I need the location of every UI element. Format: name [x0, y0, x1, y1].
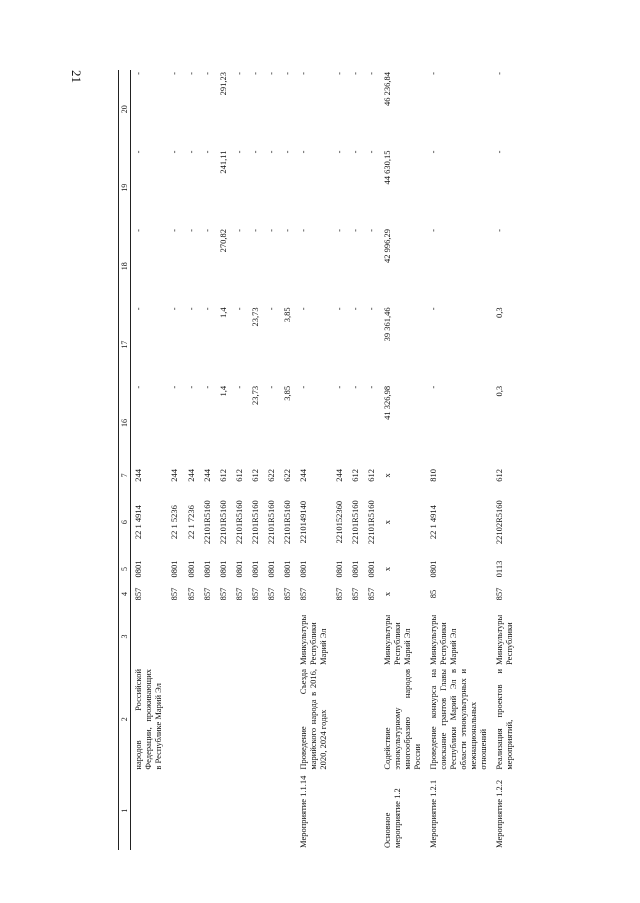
cell-expense-type: 612 — [493, 468, 504, 482]
cell-value-col16: - — [297, 385, 308, 389]
cell-target-article: 22 1 4914 — [427, 505, 438, 540]
cell-section: 0801 — [249, 560, 260, 578]
cell-grbs: 857 — [333, 587, 344, 601]
cell-executor — [280, 606, 296, 667]
cell-value-col17: - — [201, 307, 212, 311]
cell-grbs: 857 — [493, 587, 504, 601]
cell-target-article: 22101R5160 — [217, 500, 228, 545]
cell-description: Содействие этнокультурному многообразию народов России — [381, 669, 422, 770]
cell-value-col20: - — [427, 72, 438, 75]
cell-value-col19: - — [427, 150, 438, 154]
table-row — [131, 70, 168, 850]
cell-value-col18: 42 996,29 — [381, 228, 392, 263]
cell-executor: Минкультуры Республики — [493, 614, 514, 665]
cell-value-col18: - — [201, 228, 212, 232]
cell-value-col18: - — [427, 228, 438, 232]
cell-value-col16: - — [349, 385, 360, 389]
cell-description: Проведение конкурса на соискание грантов Главы Республики Марий Эл в области этнокультурных и межнациональных отношений — [427, 669, 488, 770]
col-header: 4 — [119, 582, 131, 606]
cell-value-col16: - — [169, 385, 180, 389]
cell-section: 0801 — [297, 560, 308, 578]
cell-measure: Мероприятие 1.2.1 — [427, 779, 438, 848]
cell-grbs: 857 — [265, 587, 276, 601]
cell-section: 0801 — [201, 560, 212, 578]
header-row — [119, 70, 131, 850]
cell-value-col17: - — [133, 307, 144, 311]
cell-value-col17: - — [333, 307, 344, 311]
cell-target-article: 22101R5160 — [281, 500, 292, 545]
cell-value-col18: - — [169, 228, 180, 232]
cell-description — [264, 667, 280, 772]
cell-value-col16: 1,4 — [217, 385, 228, 397]
cell-value-col20: - — [365, 72, 376, 75]
cell-executor — [348, 606, 364, 667]
cell-value-col19: 241,11 — [217, 150, 228, 174]
cell-target-article: 22101R5160 — [349, 500, 360, 545]
table-row — [232, 70, 248, 850]
cell-value-col16: - — [233, 385, 244, 389]
cell-executor — [364, 606, 380, 667]
col-header: 1 — [119, 772, 131, 850]
cell-expense-type: 244 — [169, 468, 180, 482]
cell-value-col16: - — [333, 385, 344, 389]
cell-expense-type: 244 — [133, 468, 144, 482]
table-row — [364, 70, 380, 850]
cell-grbs: 857 — [201, 587, 212, 601]
cell-value-col18: 270,82 — [217, 228, 228, 253]
cell-value-col20: - — [185, 72, 196, 75]
cell-executor — [184, 606, 200, 667]
cell-section: 0801 — [349, 560, 360, 578]
cell-value-col17: - — [297, 307, 308, 311]
cell-value-col20: 291,23 — [217, 72, 228, 96]
cell-measure — [131, 772, 168, 850]
cell-target-article: 22101R5160 — [265, 500, 276, 545]
col-header: 16 — [119, 384, 131, 462]
table-row — [492, 70, 518, 850]
cell-value-col16: - — [427, 385, 438, 389]
cell-value-col20: - — [249, 72, 260, 75]
cell-section: 0801 — [365, 560, 376, 578]
cell-expense-type: 244 — [333, 468, 344, 482]
cell-value-col17: - — [427, 307, 438, 311]
cell-value-col20: - — [233, 72, 244, 75]
cell-grbs: 857 — [169, 587, 180, 601]
cell-measure: Основное мероприятие 1.2 — [381, 788, 402, 848]
cell-value-col19: - — [349, 150, 360, 154]
cell-target-article: 22102R5160 — [493, 500, 504, 545]
cell-section: 0801 — [233, 560, 244, 578]
cell-target-article: 22101R5160 — [201, 500, 212, 545]
cell-value-col20: - — [133, 72, 144, 75]
cell-target-article: 2210152360 — [333, 500, 344, 544]
cell-grbs: x — [381, 591, 392, 597]
cell-measure — [167, 772, 183, 850]
table-body — [131, 70, 518, 850]
table-row — [348, 70, 364, 850]
budget-table — [118, 70, 518, 850]
cell-description — [200, 667, 216, 772]
page-number: 21 — [69, 70, 84, 83]
table-row — [296, 70, 332, 850]
cell-value-col19: - — [185, 150, 196, 154]
cell-section: 0801 — [281, 560, 292, 578]
cell-value-col19: - — [201, 150, 212, 154]
cell-value-col19: - — [169, 150, 180, 154]
cell-value-col16: - — [133, 385, 144, 389]
cell-value-col19: - — [281, 150, 292, 154]
cell-description — [280, 667, 296, 772]
cell-expense-type: 622 — [265, 468, 276, 482]
cell-grbs: 857 — [185, 587, 196, 601]
cell-value-col16: - — [265, 385, 276, 389]
cell-value-col16: 0,3 — [493, 385, 504, 397]
cell-value-col18: - — [349, 228, 360, 232]
cell-description — [348, 667, 364, 772]
table-row — [184, 70, 200, 850]
cell-measure — [264, 772, 280, 850]
cell-description — [167, 667, 183, 772]
table-row — [216, 70, 232, 850]
cell-value-col17: 3,85 — [281, 307, 292, 323]
table-row — [280, 70, 296, 850]
cell-grbs: 857 — [297, 587, 308, 601]
cell-value-col16: 41 326,98 — [381, 385, 392, 420]
cell-expense-type: 622 — [281, 468, 292, 482]
cell-target-article: 2210149140 — [297, 500, 308, 544]
cell-section: 0801 — [133, 560, 144, 578]
cell-measure — [216, 772, 232, 850]
col-header: 6 — [119, 488, 131, 556]
cell-measure — [332, 772, 348, 850]
cell-section: 0801 — [427, 560, 438, 578]
cell-value-col17: - — [265, 307, 276, 311]
cell-executor — [232, 606, 248, 667]
cell-measure — [200, 772, 216, 850]
cell-executor — [216, 606, 232, 667]
cell-value-col18: - — [233, 228, 244, 232]
table-row — [426, 70, 492, 850]
cell-expense-type: x — [381, 473, 392, 478]
cell-target-article: 22 1 7236 — [185, 505, 196, 540]
cell-executor: Минкультуры Республики Марий Эл — [297, 614, 328, 665]
cell-description: Проведение Съезда марийского народа в 2016, 2020, 2024 годах — [297, 669, 328, 770]
cell-value-col16: 23,73 — [249, 385, 260, 405]
cell-value-col18: - — [333, 228, 344, 232]
cell-value-col20: - — [169, 72, 180, 75]
cell-executor — [332, 606, 348, 667]
cell-grbs: 85 — [427, 589, 438, 599]
cell-value-col19: - — [333, 150, 344, 154]
cell-value-col17: 0,3 — [493, 307, 504, 319]
cell-value-col19: - — [365, 150, 376, 154]
cell-value-col17: 1,4 — [217, 307, 228, 319]
cell-section: 0801 — [217, 560, 228, 578]
cell-expense-type: 244 — [185, 468, 196, 482]
cell-executor — [248, 606, 264, 667]
cell-expense-type: 612 — [349, 468, 360, 482]
table-row — [167, 70, 183, 850]
cell-description — [232, 667, 248, 772]
cell-measure: Мероприятие 1.2.2 — [493, 779, 504, 848]
table-row — [380, 70, 426, 850]
cell-description — [184, 667, 200, 772]
cell-value-col18: - — [493, 228, 504, 232]
cell-target-article: 22101R5160 — [233, 500, 244, 545]
cell-value-col20: - — [201, 72, 212, 75]
cell-value-col19: - — [249, 150, 260, 154]
cell-value-col20: - — [281, 72, 292, 75]
col-header: 5 — [119, 556, 131, 582]
cell-description: Реализация проектов и мероприятий, — [493, 669, 514, 770]
cell-value-col18: - — [297, 228, 308, 232]
cell-value-col17: - — [169, 307, 180, 311]
cell-target-article: 22 1 5236 — [169, 505, 180, 540]
cell-expense-type: 612 — [365, 468, 376, 482]
cell-value-col20: - — [333, 72, 344, 75]
cell-section: x — [381, 566, 392, 572]
cell-value-col16: 3,85 — [281, 385, 292, 401]
cell-value-col18: - — [185, 228, 196, 232]
cell-value-col19: - — [233, 150, 244, 154]
col-header: 3 — [119, 606, 131, 667]
cell-value-col16: - — [365, 385, 376, 389]
rotated-table-container — [118, 70, 618, 850]
cell-measure — [248, 772, 264, 850]
cell-grbs: 857 — [365, 587, 376, 601]
cell-measure — [184, 772, 200, 850]
cell-value-col20: - — [493, 72, 504, 75]
col-header: 18 — [119, 227, 131, 305]
cell-grbs: 857 — [133, 587, 144, 601]
cell-value-col18: - — [133, 228, 144, 232]
cell-value-col18: - — [281, 228, 292, 232]
cell-executor: Минкультуры Республики Марий Эл — [427, 614, 458, 665]
cell-expense-type: 244 — [297, 468, 308, 482]
cell-value-col16: - — [201, 385, 212, 389]
cell-value-col17: - — [233, 307, 244, 311]
cell-grbs: 857 — [349, 587, 360, 601]
cell-description — [248, 667, 264, 772]
cell-value-col17: - — [185, 307, 196, 311]
cell-value-col19: - — [265, 150, 276, 154]
cell-value-col17: - — [365, 307, 376, 311]
cell-grbs: 857 — [281, 587, 292, 601]
cell-value-col20: - — [265, 72, 276, 75]
table-row — [248, 70, 264, 850]
cell-expense-type: 810 — [427, 468, 438, 482]
cell-value-col18: - — [265, 228, 276, 232]
cell-target-article: x — [381, 520, 392, 525]
cell-value-col16: - — [185, 385, 196, 389]
cell-executor — [167, 606, 183, 667]
cell-value-col18: - — [365, 228, 376, 232]
cell-value-col17: 39 361,46 — [381, 307, 392, 342]
cell-value-col18: - — [249, 228, 260, 232]
cell-executor — [131, 606, 168, 667]
cell-value-col20: - — [297, 72, 308, 75]
cell-executor — [264, 606, 280, 667]
cell-measure: Мероприятие 1.1.14 — [297, 775, 308, 848]
cell-expense-type: 612 — [233, 468, 244, 482]
cell-measure — [232, 772, 248, 850]
cell-measure — [348, 772, 364, 850]
table-row — [332, 70, 348, 850]
col-header: 20 — [119, 70, 131, 149]
cell-expense-type: 244 — [201, 468, 212, 482]
cell-section: 0801 — [333, 560, 344, 578]
col-header: 17 — [119, 305, 131, 383]
cell-target-article: 22101R5160 — [249, 500, 260, 545]
cell-grbs: 857 — [249, 587, 260, 601]
cell-target-article: 22 1 4914 — [133, 505, 144, 540]
cell-section: 0801 — [169, 560, 180, 578]
cell-target-article: 22101R5160 — [365, 500, 376, 545]
cell-value-col19: - — [133, 150, 144, 154]
cell-executor: Минкультуры Республики Марий Эл — [381, 614, 412, 665]
cell-expense-type: 612 — [217, 468, 228, 482]
cell-expense-type: 612 — [249, 468, 260, 482]
cell-description — [216, 667, 232, 772]
col-header: 19 — [119, 149, 131, 227]
cell-value-col19: 44 630,15 — [381, 150, 392, 185]
cell-description — [332, 667, 348, 772]
cell-grbs: 857 — [233, 587, 244, 601]
cell-value-col20: 46 236,84 — [381, 72, 392, 106]
cell-value-col19: - — [493, 150, 504, 154]
cell-section: 0801 — [265, 560, 276, 578]
col-header: 2 — [119, 667, 131, 772]
cell-section: 0113 — [493, 560, 504, 578]
cell-executor — [200, 606, 216, 667]
cell-value-col20: - — [349, 72, 360, 75]
cell-measure — [280, 772, 296, 850]
cell-description — [364, 667, 380, 772]
col-header: 7 — [119, 462, 131, 488]
cell-measure — [364, 772, 380, 850]
table-row — [200, 70, 216, 850]
cell-value-col19: - — [297, 150, 308, 154]
cell-grbs: 857 — [217, 587, 228, 601]
cell-value-col17: 23,73 — [249, 307, 260, 327]
cell-value-col17: - — [349, 307, 360, 311]
cell-description: народов Российской Федерации, проживающих в Республике Марий Эл — [133, 669, 164, 770]
table-row — [264, 70, 280, 850]
cell-section: 0801 — [185, 560, 196, 578]
